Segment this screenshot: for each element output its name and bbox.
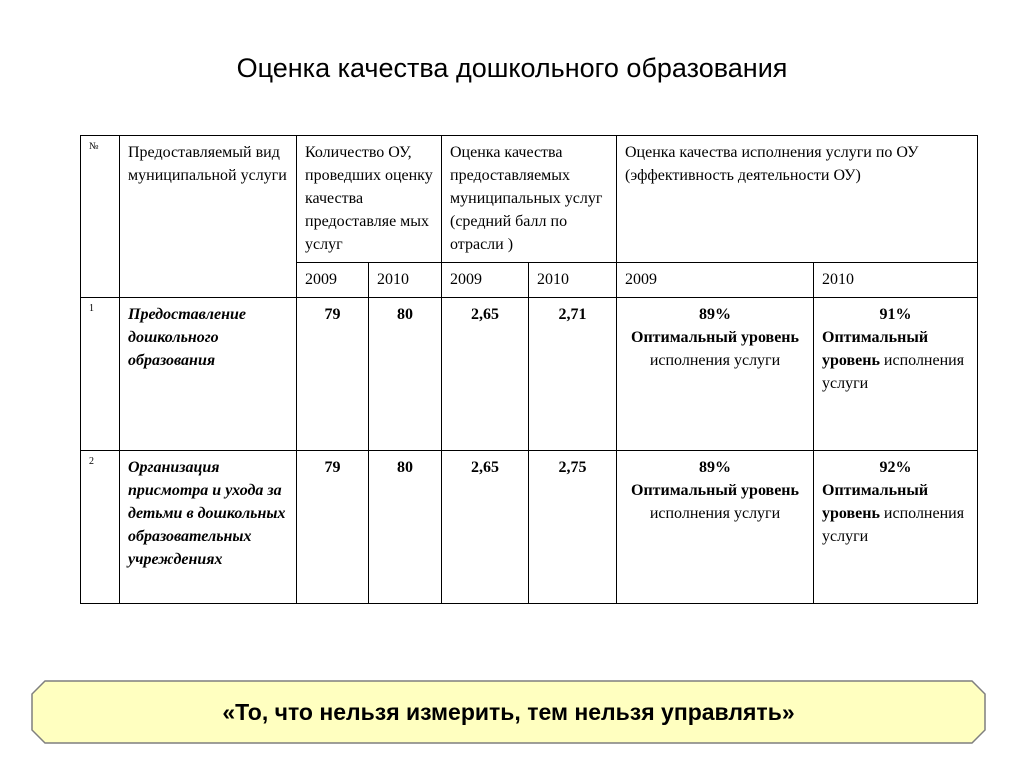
count-2009: 79: [297, 298, 369, 451]
service-name: Предоставление дошкольного образования: [120, 298, 297, 451]
header-year: 2010: [814, 263, 978, 298]
eval-2010: [814, 451, 978, 604]
eval-level: Оптимальный уровень: [631, 482, 799, 499]
header-quality-score: Оценка качества предоставляемых муниципальных услуг (средний балл по отрасли ): [442, 136, 617, 263]
score-2010: 2,75: [529, 451, 617, 604]
eval-2009: [617, 298, 814, 451]
eval-percent: 92%: [879, 459, 912, 476]
score-2010: 2,71: [529, 298, 617, 451]
header-year: 2010: [529, 263, 617, 298]
count-2010: 80: [369, 451, 442, 604]
header-execution-quality: Оценка качества исполнения услуги по ОУ (эффективность деятельности ОУ): [617, 136, 978, 263]
eval-note: исполнения услуги: [822, 505, 965, 545]
quote-banner: [31, 680, 986, 744]
eval-note: исполнения услуги: [649, 352, 781, 369]
header-num: №: [81, 136, 120, 298]
eval-level: Оптимальный уровень: [631, 329, 799, 346]
quality-table: [80, 135, 978, 604]
count-2010: 80: [369, 298, 442, 451]
quote-text: «То, что нельзя измерить, тем нельзя управлять»: [222, 698, 795, 725]
score-2009: 2,65: [442, 298, 529, 451]
row-number: 1: [81, 298, 120, 451]
header-row: [81, 136, 978, 263]
header-year: 2009: [442, 263, 529, 298]
eval-2009: [617, 451, 814, 604]
count-2009: 79: [297, 451, 369, 604]
eval-2010: [814, 298, 978, 451]
eval-percent: 91%: [879, 306, 912, 323]
header-count: Количество ОУ, проведших оценку качества предоставляе мых услуг: [297, 136, 442, 263]
header-service-type: Предоставляемый вид муниципальной услуги: [120, 136, 297, 298]
header-year: 2009: [297, 263, 369, 298]
eval-percent: 89%: [699, 459, 731, 476]
header-year: 2010: [369, 263, 442, 298]
eval-level: Оптимальный уровень: [822, 482, 929, 522]
table-row: [81, 451, 978, 604]
eval-percent: 89%: [699, 306, 731, 323]
eval-note: исполнения услуги: [822, 352, 965, 392]
header-year: 2009: [617, 263, 814, 298]
row-number: 2: [81, 451, 120, 604]
score-2009: 2,65: [442, 451, 529, 604]
page-title: Оценка качества дошкольного образования: [236, 53, 788, 83]
table-row: [81, 298, 978, 451]
eval-note: исполнения услуги: [649, 505, 781, 522]
eval-level: Оптимальный уровень: [822, 329, 929, 369]
service-name: Организация присмотра и ухода за детьми в дошкольных образовательных учреждениях: [120, 451, 297, 604]
